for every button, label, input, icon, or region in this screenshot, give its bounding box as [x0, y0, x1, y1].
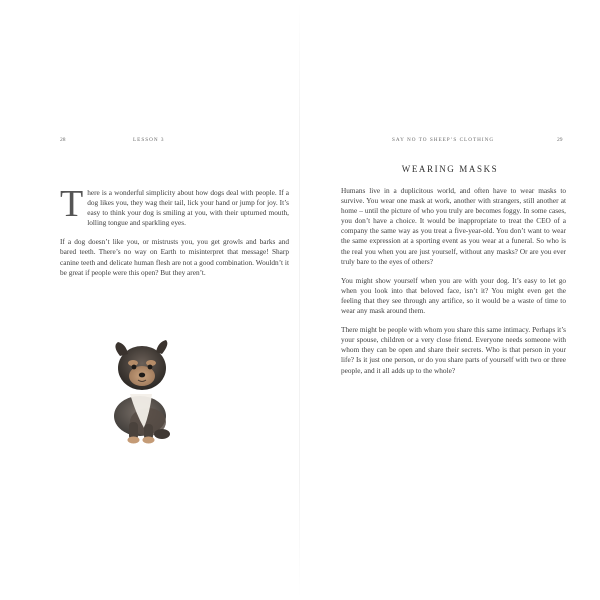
left-page — [0, 0, 299, 600]
right-body-text — [341, 186, 566, 385]
left-paragraph-2: If a dog doesn’t like you, or mistrusts you, you get growls and barks and bared teeth. There’s no way on Earth to misinterpret that message! Sharp canine teeth and delicate human flesh are not a good combination. Wouldn’t it be great if people were this open? But they aren’t. — [60, 237, 289, 277]
left-running-head: LESSON 3 — [133, 137, 165, 143]
right-running-head: SAY NO TO SHEEP’S CLOTHING — [392, 137, 495, 143]
drop-cap: T — [60, 183, 84, 225]
chapter-title: WEARING MASKS — [401, 164, 499, 174]
right-paragraph-1: Humans live in a duplicitous world, and often have to wear masks to survive. You wear one mask at work, another with strangers, still another at home – until the picture of who you truly are becomes foggy. In some cases, you don’t have a choice. It would be inappropriate to treat the CEO of a company the same way as you treat a five-year-old. You don’t want to wear the same expression at a sporting event as you wear at a funeral. So who is the real you when you are just yourself, without any masks? Or are you ever truly bare to the eyes of others? — [341, 186, 566, 266]
right-paragraph-3: There might be people with whom you share this same intimacy. Perhaps it’s your spouse, children or a very close friend. Everyone needs someone with whom they can be open and share their secrets. Who is that person in your life? Is it just one person, or do you share parts of yourself with two or three people, and it all adds up to the whole? — [341, 325, 566, 375]
left-body-text — [60, 183, 289, 287]
left-paragraph-1 — [60, 183, 289, 228]
left-paragraph-1-text: here is a wonderful simplicity about how dogs deal with people. If a dog likes you, they wag their tail, lick your hand or jump for joy. It’s easy to think your dog is smiling at you, with their upturned mouth, lolling tongue and sparkling eyes. — [87, 188, 289, 228]
left-page-number: 28 — [60, 137, 66, 143]
right-page-number: 29 — [557, 137, 563, 143]
right-paragraph-2: You might show yourself when you are with your dog. It’s easy to let go when you look into that beloved face, isn’t it? You might even get the feeling that they see through any artifice, so it would be a waste of time to wear any mask around them. — [341, 275, 566, 316]
puppy-illustration-icon — [100, 336, 184, 446]
right-page — [300, 0, 600, 600]
